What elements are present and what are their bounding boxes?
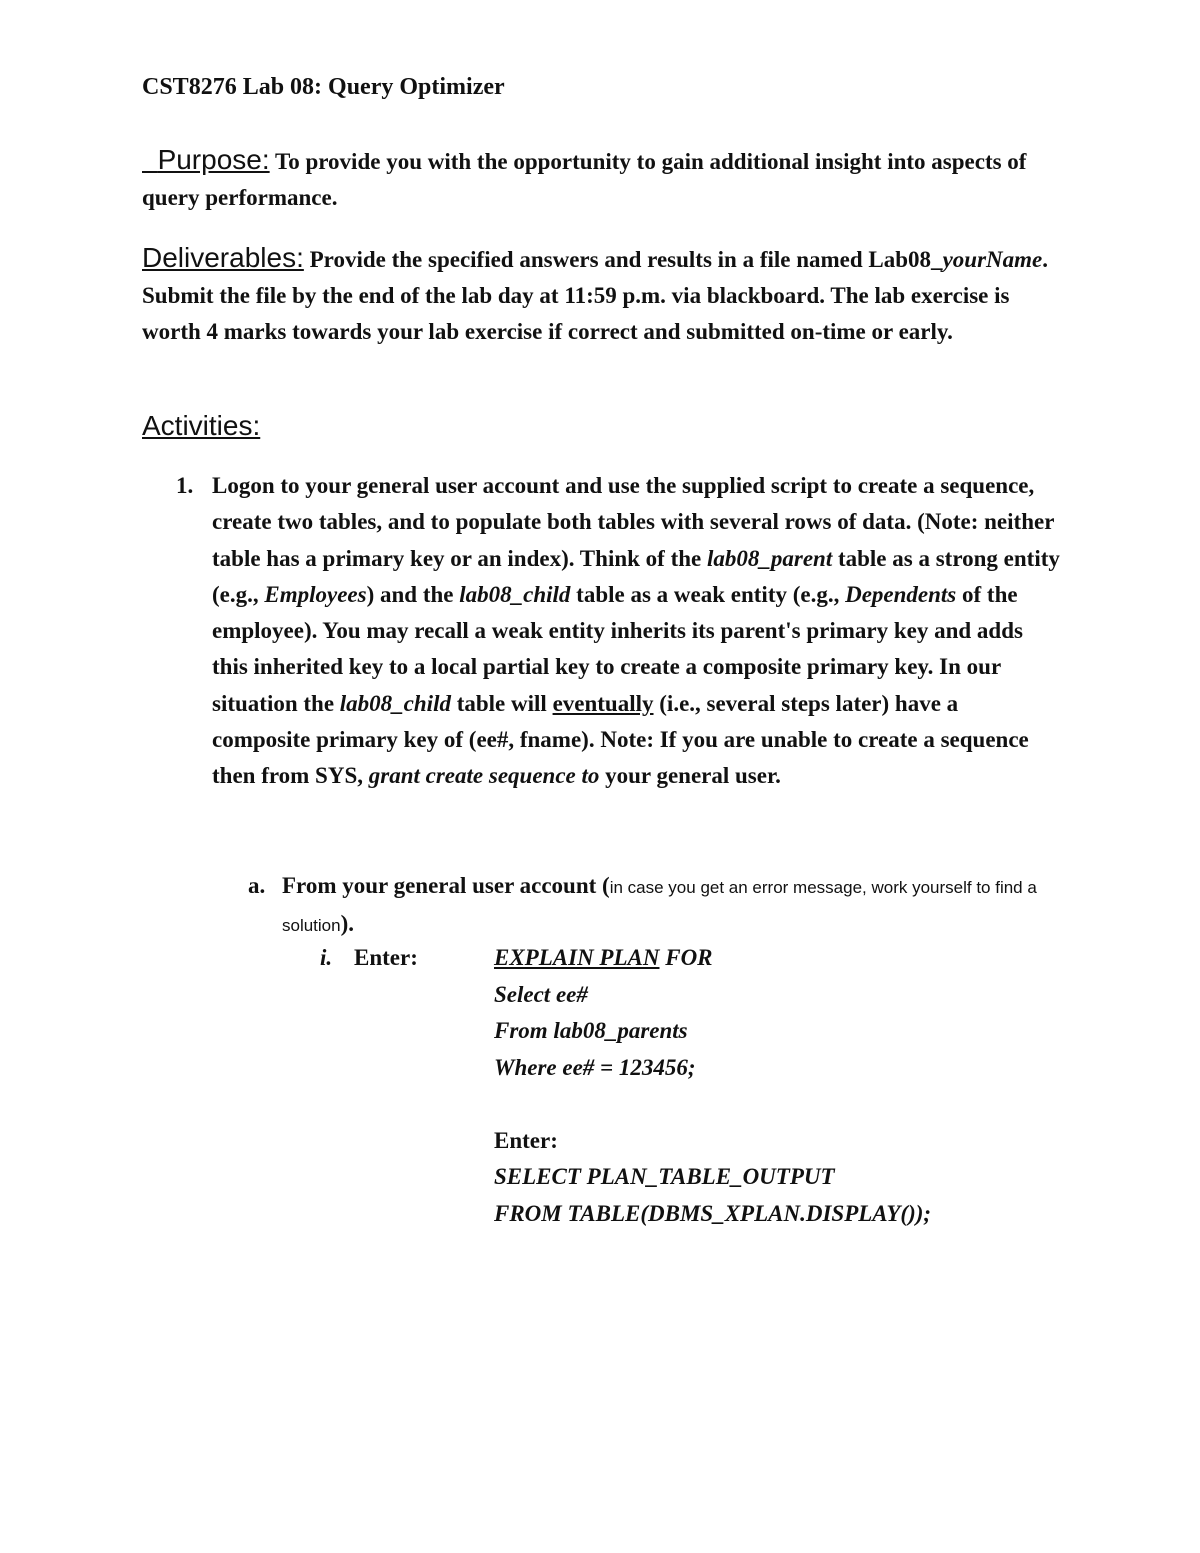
step-1-text: table will bbox=[450, 690, 553, 716]
deliverables-text-2: . Submit the file by the end of the lab day at 11:59 p.m. via blackboard. The lab exercise is worth 4 marks towards your lab exercise if correct and submitted on-time or early. bbox=[142, 247, 1048, 344]
code-line: From lab08_parents bbox=[494, 1018, 688, 1043]
code-keyword: EXPLAIN PLAN bbox=[494, 945, 660, 970]
step-a-note: in case you get an error message, work yourself to find a solution bbox=[282, 878, 1037, 935]
sql-code-block bbox=[494, 940, 1054, 1232]
step-1-body bbox=[212, 468, 1062, 795]
step-1-emphasis: eventually bbox=[552, 690, 654, 716]
step-1-term: Employees bbox=[264, 581, 367, 607]
step-a-paren: ). bbox=[340, 911, 355, 936]
code-line: Where ee# = 123456; bbox=[494, 1054, 696, 1080]
step-1-term: lab08_child bbox=[459, 581, 571, 607]
document-title: CST8276 Lab 08: Query Optimizer bbox=[142, 74, 505, 100]
step-a-text: From your general user account bbox=[282, 873, 597, 898]
step-i-label: Enter: bbox=[354, 945, 418, 970]
step-1-term: lab08_child bbox=[339, 690, 451, 716]
purpose-heading: Purpose: bbox=[157, 144, 270, 175]
step-1-text: table as a weak entity (e.g., bbox=[570, 581, 846, 607]
step-1-text: Logon to your general user account and use the supplied script to create a sequence, create two tables, and to populate both tables with several rows of data. (Note: neither table has a primary key or an index). Think of the bbox=[212, 473, 1054, 571]
activities-section bbox=[142, 408, 1062, 446]
step-1-text: your general user. bbox=[599, 763, 781, 789]
activity-step-1 bbox=[142, 468, 1062, 795]
activity-step-a bbox=[142, 868, 1062, 944]
deliverables-heading: Deliverables: bbox=[142, 242, 304, 273]
code-line bbox=[494, 940, 1054, 977]
step-1-text: of the employee). You may recall a weak entity inherits its parent's primary key and adds this inherited key to a local partial key to create a composite primary key. In our situation the bbox=[212, 581, 1023, 716]
purpose-section bbox=[142, 142, 1062, 216]
purpose-text: To provide you with the opportunity to gain additional insight into aspects of query performance. bbox=[142, 149, 1027, 210]
step-a-number: a. bbox=[248, 873, 266, 898]
activities-heading: Activities: bbox=[142, 410, 261, 441]
deliverables-section bbox=[142, 240, 1062, 350]
code-line: FROM TABLE(DBMS_XPLAN.DISPLAY()); bbox=[494, 1200, 932, 1226]
deliverables-text-1: Provide the specified answers and results in a file named Lab08_ bbox=[309, 247, 943, 272]
step-i-number: i. bbox=[320, 945, 333, 970]
code-enter-label: Enter: bbox=[494, 1127, 558, 1153]
step-1-term: Dependents bbox=[845, 581, 957, 607]
step-1-text: (i.e., several steps later) have a composite primary key of (ee#, fname). Note: If you are unable to create a sequence then from SYS, bbox=[212, 690, 1029, 789]
step-1-term: grant create sequence to bbox=[368, 763, 600, 789]
step-1-number: 1. bbox=[176, 473, 194, 498]
deliverables-filename: yourName bbox=[942, 247, 1043, 272]
code-line: SELECT PLAN_TABLE_OUTPUT bbox=[494, 1164, 835, 1189]
step-a-paren: ( bbox=[602, 873, 610, 898]
code-blank-line bbox=[494, 1086, 1054, 1123]
step-1-term: lab08_parent bbox=[706, 545, 833, 571]
code-line: Select ee# bbox=[494, 981, 588, 1007]
step-1-text: ) and the bbox=[366, 581, 460, 607]
code-text: FOR bbox=[659, 945, 713, 970]
step-a-body bbox=[282, 868, 1062, 944]
step-1-text: table as a strong entity (e.g., bbox=[212, 545, 1060, 607]
